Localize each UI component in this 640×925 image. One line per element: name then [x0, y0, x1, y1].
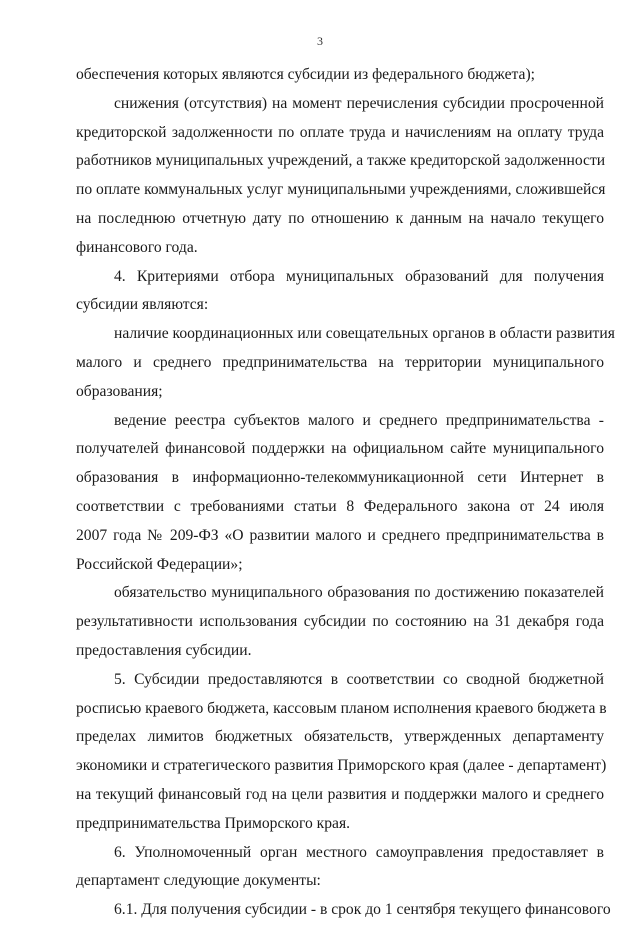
- text-line: департамент следующие документы:: [76, 872, 321, 890]
- text-line: предоставления субсидии.: [76, 641, 252, 659]
- text-line: 6. Уполномоченный орган местного самоуправления предоставляет в: [114, 843, 604, 861]
- paragraph-federal-budget-clause: [76, 61, 604, 90]
- document-body: [76, 61, 615, 925]
- text-line: на текущий финансовый год на цели развития и поддержки малого и среднего: [76, 785, 604, 803]
- text-line: работников муниципальных учреждений, а также кредиторской задолженности: [76, 152, 606, 170]
- text-line: субсидии являются:: [76, 296, 209, 314]
- text-line: 6.1. Для получения субсидии - в срок до 1 сентября текущего финансового: [114, 901, 611, 919]
- text-line: 5. Субсидии предоставляются в соответствии со сводной бюджетной: [114, 670, 604, 688]
- paragraph-performance-obligation: [76, 579, 604, 665]
- paragraph-registry-maintenance: [76, 407, 604, 580]
- text-line: 4. Критериями отбора муниципальных образований для получения: [114, 267, 604, 285]
- text-line: Российской Федерации»;: [76, 555, 243, 573]
- text-line: экономики и стратегического развития Приморского края (далее - департамент): [76, 757, 607, 775]
- text-line: финансового года.: [76, 238, 198, 256]
- paragraph-coordination-bodies: [76, 320, 615, 406]
- text-line: образования в информационно-телекоммуникационной сети Интернет в: [76, 469, 604, 487]
- text-line: соответствии с требованиями статьи 8 Федерального закона от 24 июля: [76, 497, 604, 515]
- text-line: обязательство муниципального образования по достижению показателей: [114, 584, 604, 602]
- text-line: по оплате коммунальных услуг муниципальными учреждениями, сложившейся: [76, 181, 606, 199]
- text-line: пределах лимитов бюджетных обязательств, утвержденных департаменту: [76, 728, 604, 746]
- text-line: ведение реестра субъектов малого и среднего предпринимательства -: [114, 411, 604, 429]
- text-line: обеспечения которых являются субсидии из федерального бюджета);: [76, 66, 536, 83]
- text-line: образования;: [76, 382, 163, 400]
- text-line: росписью краевого бюджета, кассовым планом исполнения краевого бюджета в: [76, 699, 607, 717]
- text-line: получателей финансовой поддержки на официальном сайте муниципального: [76, 440, 604, 458]
- text-line: на последнюю отчетную дату по отношению к данным на начало текущего: [76, 209, 604, 227]
- paragraph-item-4-selection-criteria: [76, 263, 604, 321]
- paragraph-item-6-documents: [76, 839, 604, 897]
- text-line: снижения (отсутствия) на момент перечисления субсидии просроченной: [114, 94, 604, 112]
- text-line: 2007 года № 209-ФЗ «О развитии малого и среднего предпринимательства в: [76, 526, 604, 544]
- text-line: результативности использования субсидии по состоянию на 31 декабря года: [76, 613, 604, 631]
- paragraph-overdue-debt-clause: [76, 90, 604, 263]
- text-line: предпринимательства Приморского края.: [76, 814, 351, 832]
- text-line: наличие координационных или совещательных органов в области развития: [114, 325, 615, 343]
- text-line: малого и среднего предпринимательства на территории муниципального: [76, 353, 604, 371]
- page-number: 3: [317, 34, 323, 48]
- paragraph-item-5-subsidy-provision: [76, 666, 607, 839]
- text-line: кредиторской задолженности по оплате труда и начислениям на оплату труда: [76, 123, 604, 141]
- paragraph-item-6-1-deadline: [76, 896, 611, 925]
